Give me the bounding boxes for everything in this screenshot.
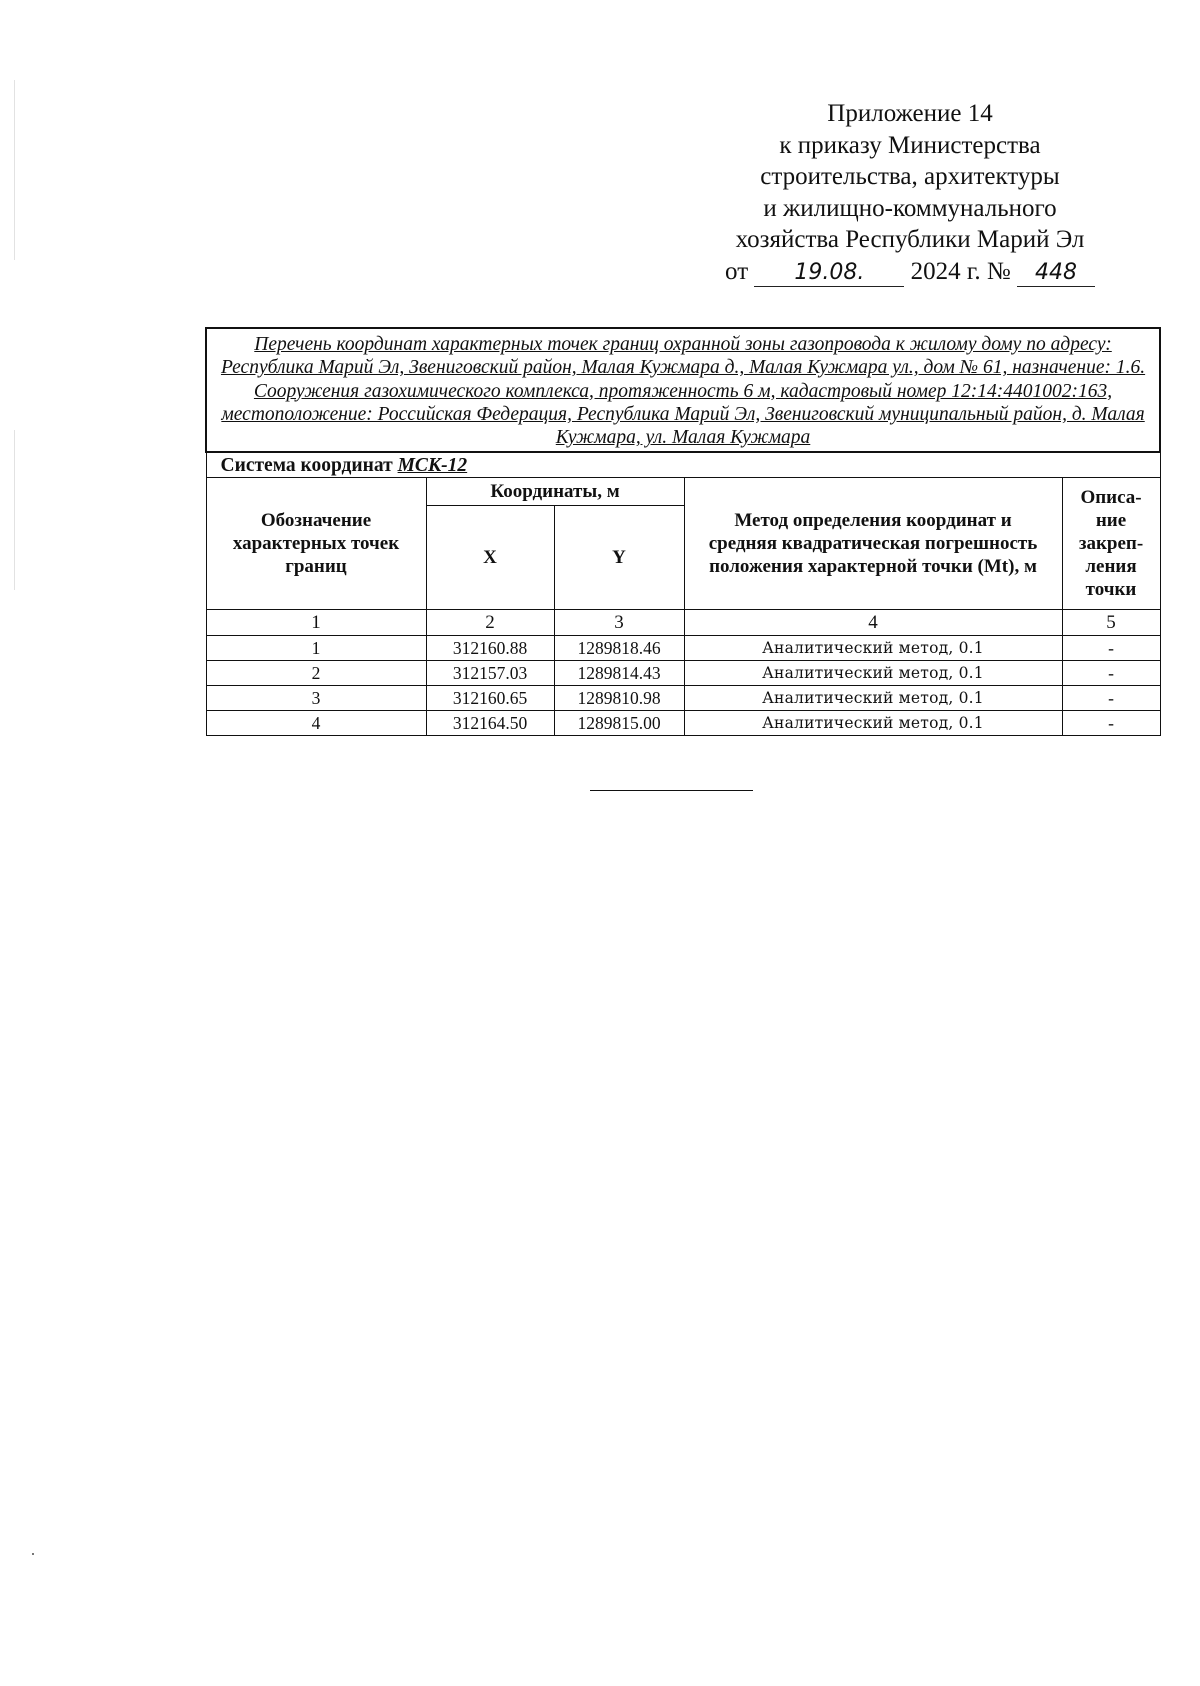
scan-artifact — [14, 430, 15, 590]
cell-point: 2 — [206, 661, 426, 686]
table-row — [206, 636, 1160, 661]
table-row — [206, 711, 1160, 736]
cell-x: 312157.03 — [426, 661, 554, 686]
end-divider — [590, 790, 753, 791]
appendix-title: Приложение 14 — [827, 100, 993, 127]
coordinate-system-name: МСК-12 — [397, 455, 468, 477]
cell-x: 312160.65 — [426, 686, 554, 711]
coordinate-system-row — [206, 452, 1160, 478]
cell-method: Аналитический метод, 0.1 — [684, 636, 1062, 661]
cell-y: 1289810.98 — [554, 686, 684, 711]
handwritten-order-number: 448 — [1017, 260, 1095, 287]
cell-description: - — [1062, 686, 1160, 711]
scan-artifact — [14, 80, 15, 260]
table-row — [206, 686, 1160, 711]
year-number-label: 2024 г. № — [910, 257, 1011, 285]
cell-method: Аналитический метод, 0.1 — [684, 711, 1062, 736]
header-line: и жилищно-коммунального — [763, 194, 1057, 222]
column-number: 1 — [206, 610, 426, 636]
cell-x: 312160.88 — [426, 636, 554, 661]
cell-method: Аналитический метод, 0.1 — [684, 661, 1062, 686]
header-x: X — [426, 506, 554, 610]
coordinates-table — [205, 327, 1161, 736]
table-row — [206, 661, 1160, 686]
date-prefix: от — [725, 257, 749, 285]
cell-method: Аналитический метод, 0.1 — [684, 686, 1062, 711]
column-number: 3 — [554, 610, 684, 636]
cell-y: 1289815.00 — [554, 711, 684, 736]
coordinate-system-label: Система координат — [220, 455, 393, 477]
header-y: Y — [554, 506, 684, 610]
column-number: 2 — [426, 610, 554, 636]
column-number: 4 — [684, 610, 1062, 636]
header-coordinates: Координаты, м — [426, 478, 684, 506]
handwritten-date: 19.08. — [754, 260, 904, 287]
appendix-header — [700, 98, 1120, 287]
header-line: хозяйства Республики Марий Эл — [735, 226, 1085, 253]
cell-y: 1289818.46 — [554, 636, 684, 661]
cell-point: 3 — [206, 686, 426, 711]
cell-description: - — [1062, 661, 1160, 686]
cell-x: 312164.50 — [426, 711, 554, 736]
cell-description: - — [1062, 636, 1160, 661]
cell-point: 1 — [206, 636, 426, 661]
order-date-line — [700, 256, 1120, 288]
column-number: 5 — [1062, 610, 1160, 636]
table-title: Перечень координат характерных точек границ охранной зоны газопровода к жилому дому по адресу: Республика Марий Эл, Звениговский район, Малая Кужмара д., Малая Кужмара ул., дом № 61, назначение: 1.6. Сооружения газохимического комплекса, протяженность 6 м, кадастровый номер 12:14:4401002:163, местоположение: Российская Федерация, Республика Марий Эл, Звениговский муниципальный район, д. Малая Кужмара, ул. Малая Кужмара — [206, 328, 1160, 452]
cell-y: 1289814.43 — [554, 661, 684, 686]
header-method: Метод определения координат и средняя квадратическая погрешность положения характерной точки (Mt), м — [684, 478, 1062, 610]
header-line: строительства, архитектуры — [760, 163, 1060, 190]
scan-artifact — [32, 1553, 34, 1555]
column-numbers-row — [206, 610, 1160, 636]
cell-description: - — [1062, 711, 1160, 736]
header-description: Описа-ние закреп-ления точки — [1062, 478, 1160, 610]
header-point-designation: Обозначение характерных точек границ — [206, 478, 426, 610]
cell-point: 4 — [206, 711, 426, 736]
header-line: к приказу Министерства — [779, 131, 1041, 159]
